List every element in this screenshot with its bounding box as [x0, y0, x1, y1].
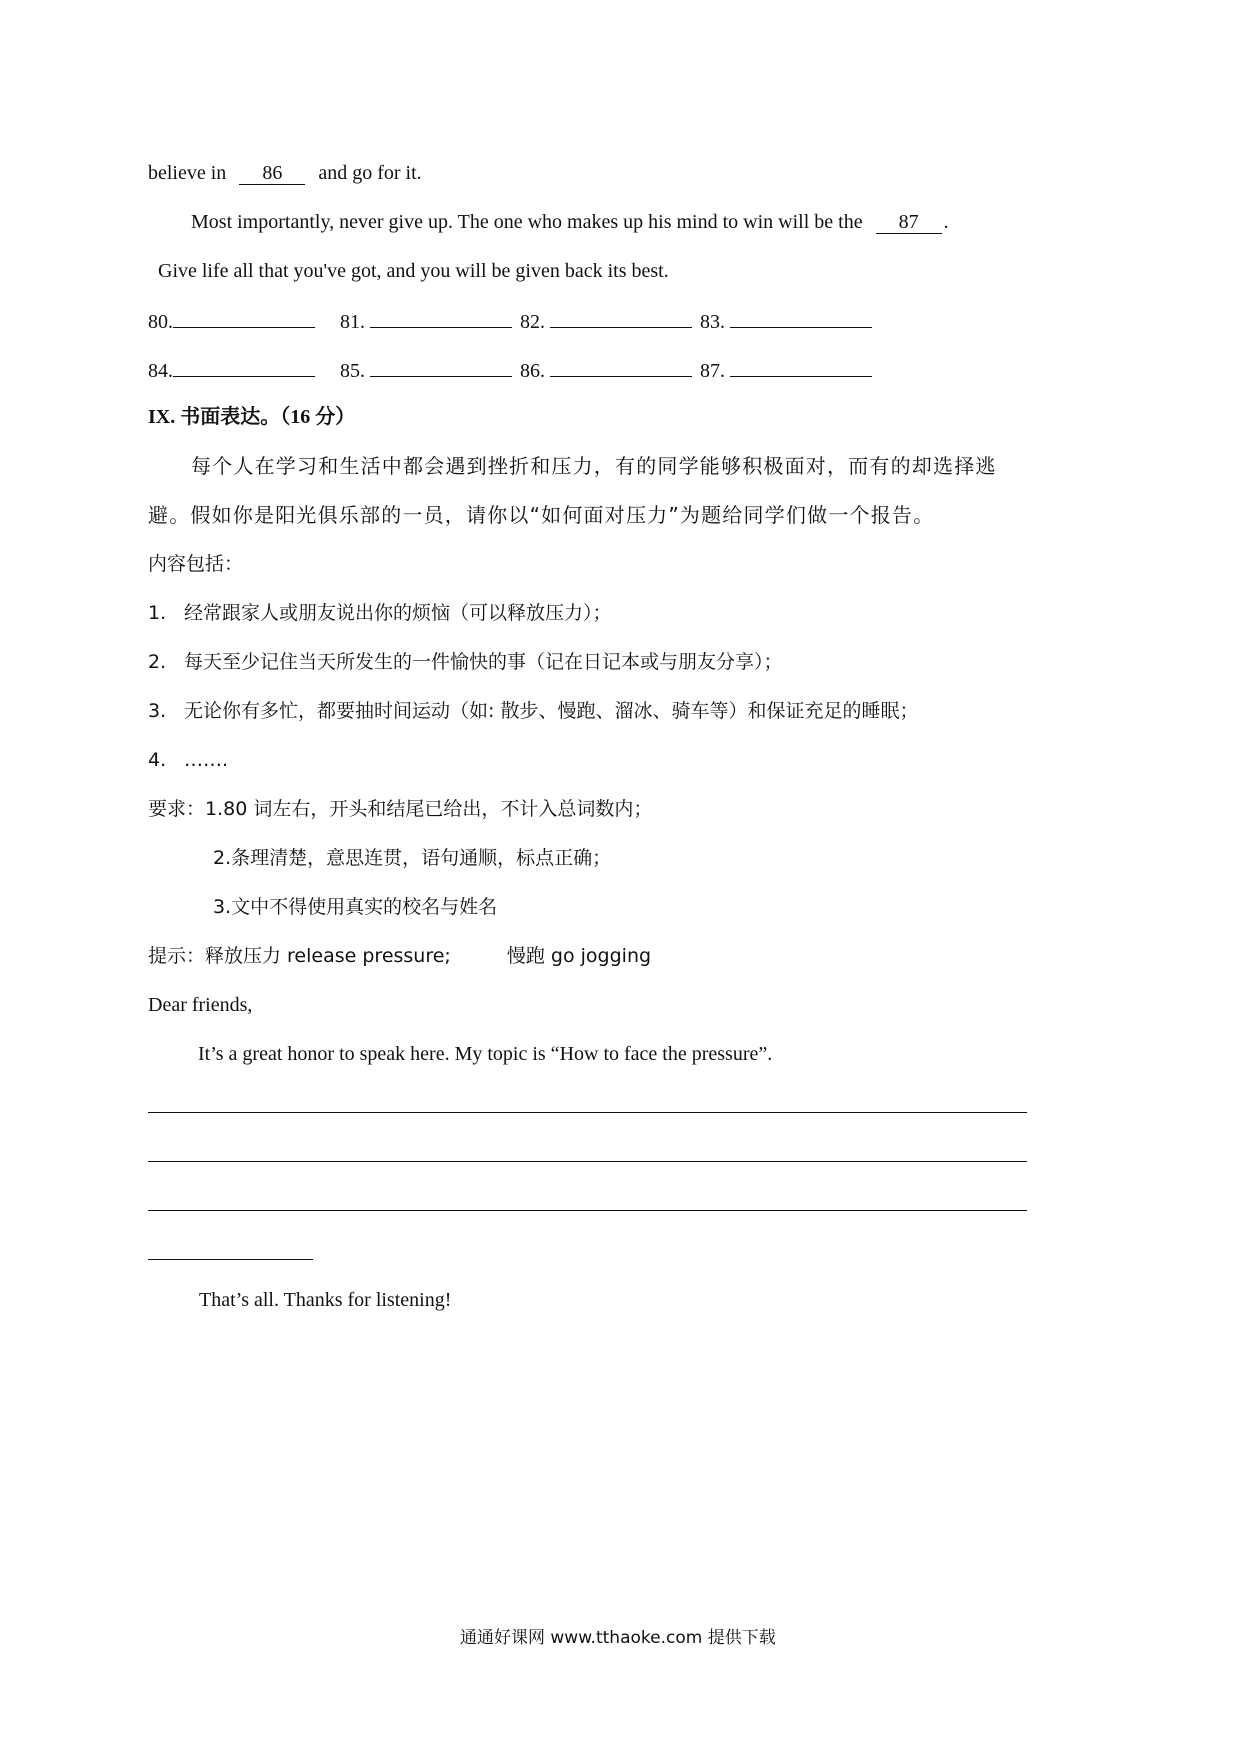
writing-line[interactable]: [148, 1210, 1027, 1211]
prompt-line-2: 避。假如你是阳光俱乐部的一员，请你以“如何面对压力”为题给同学们做一个报告。: [148, 503, 935, 527]
point-number: 2.: [148, 651, 167, 673]
point-3: [148, 698, 918, 724]
point-2: [148, 649, 783, 675]
answer-item: 85.: [340, 356, 512, 384]
answer-row-1: [148, 307, 908, 335]
writing-line[interactable]: [148, 1161, 1027, 1162]
requirement-2: 2.条理清楚，意思连贯，语句通顺，标点正确；: [213, 847, 612, 869]
footer-credit: 通通好课网 www.tthaoke.com 提供下载: [460, 1628, 776, 1648]
writing-line-short[interactable]: [148, 1259, 313, 1260]
answer-blank[interactable]: [173, 307, 315, 328]
answer-blank[interactable]: [173, 356, 315, 377]
point-number: 3.: [148, 700, 167, 722]
answer-item: 80.: [148, 307, 315, 335]
hint-line: [148, 943, 651, 969]
requirement-1: 要求：1.80 词左右，开头和结尾已给出，不计入总词数内；: [148, 798, 653, 820]
writing-line[interactable]: [148, 1112, 1027, 1113]
blank-87: 87: [876, 211, 942, 234]
passage-text: Most importantly, never give up. The one who makes up his mind to win will be the: [191, 211, 863, 233]
hint-text: 提示：释放压力 release pressure;: [148, 945, 451, 967]
requirement-3: 3.文中不得使用真实的校名与姓名: [213, 896, 498, 918]
passage-text: .: [943, 211, 949, 233]
passage-text: believe in: [148, 162, 227, 184]
answer-blank[interactable]: [550, 307, 692, 328]
point-number: 1.: [148, 602, 167, 624]
answer-blank[interactable]: [370, 356, 512, 377]
hint-text-2: 慢跑 go jogging: [506, 945, 652, 967]
answer-item: 82.: [520, 307, 692, 335]
point-text: 每天至少记住当天所发生的一件愉快的事（记在日记本或与朋友分享）；: [184, 651, 783, 673]
answer-item: 84.: [148, 356, 315, 384]
answer-blank[interactable]: [730, 307, 872, 328]
point-4: [148, 747, 228, 773]
answer-blank[interactable]: [370, 307, 512, 328]
passage-line-3: Give life all that you've got, and you will be given back its best.: [158, 260, 669, 282]
point-1: [148, 600, 612, 626]
point-number: 4.: [148, 749, 167, 771]
answer-item: 81.: [340, 307, 512, 335]
blank-86: 86: [239, 162, 305, 185]
point-text: 无论你有多忙，都要抽时间运动（如: 散步、慢跑、溜冰、骑车等）和保证充足的睡眠；: [184, 700, 919, 722]
content-label: 内容包括：: [148, 553, 244, 575]
answer-blank[interactable]: [550, 356, 692, 377]
answer-row-2: [148, 356, 908, 384]
passage-line-2: [191, 209, 949, 235]
answer-item: 86.: [520, 356, 692, 384]
answer-item: 87.: [700, 356, 872, 384]
opening-sentence: It’s a great honor to speak here. My topic is “How to face the pressure”.: [198, 1043, 773, 1065]
point-text: …….: [184, 749, 229, 771]
passage-line-1: [148, 160, 422, 186]
section-heading: IX. 书面表达。（16 分）: [148, 406, 356, 428]
prompt-line-1: 每个人在学习和生活中都会遇到挫折和压力，有的同学能够积极面对，而有的却选择逃: [191, 454, 997, 478]
point-text: 经常跟家人或朋友说出你的烦恼（可以释放压力）；: [184, 602, 612, 624]
answer-item: 83.: [700, 307, 872, 335]
answer-blank[interactable]: [730, 356, 872, 377]
closing-sentence: That’s all. Thanks for listening!: [199, 1289, 452, 1311]
passage-text: and go for it.: [318, 162, 422, 184]
salutation: Dear friends,: [148, 994, 253, 1016]
